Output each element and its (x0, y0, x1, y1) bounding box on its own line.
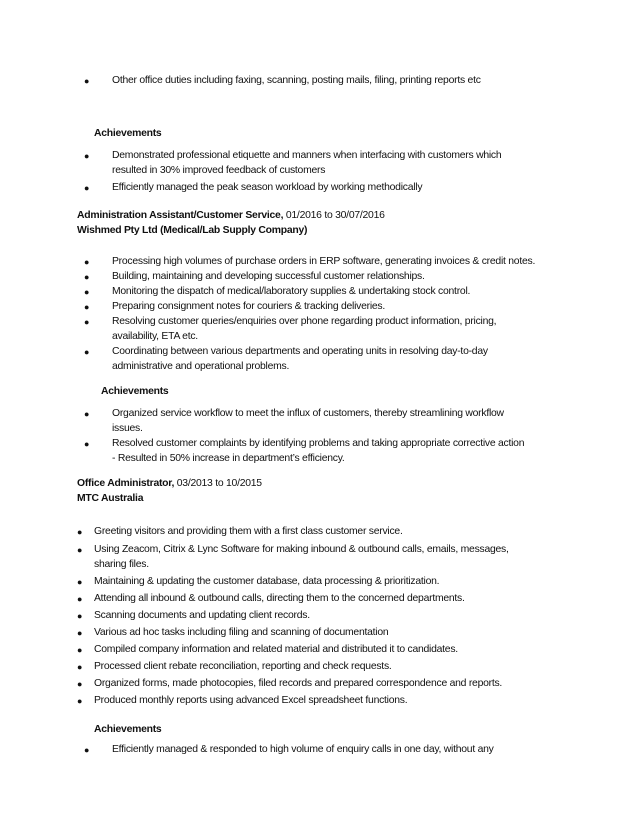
company-name: MTC Australia (77, 493, 144, 504)
achievement-item: Organized service workflow to meet the influx of customers, thereby streamlining workflow (112, 408, 504, 419)
bullet-icon: ● (84, 151, 90, 161)
bullet-icon: ● (84, 409, 90, 419)
bullet-icon: ● (84, 272, 90, 282)
bullet-icon: ● (84, 302, 90, 312)
job-title: Administration Assistant/Customer Service, (77, 210, 284, 221)
duty-item: Using Zeacom, Citrix & Lync Software for making inbound & outbound calls, emails, messages, (94, 544, 509, 555)
job-title-line (77, 477, 262, 491)
duty-item: Processed client rebate reconciliation, reporting and check requests. (94, 661, 392, 672)
duty-item: Scanning documents and updating client records. (94, 610, 310, 621)
achievement-item-cont: resulted in 30% improved feedback of customers (112, 165, 326, 176)
duty-item: Other office duties including faxing, scanning, posting mails, filing, printing reports etc (112, 75, 481, 86)
bullet-icon: ● (77, 628, 83, 638)
duty-item: Preparing consignment notes for couriers & tracking deliveries. (112, 301, 386, 312)
bullet-icon: ● (84, 317, 90, 327)
duty-item-cont: availability, ETA etc. (112, 331, 198, 342)
job-title-line (77, 209, 385, 223)
bullet-icon: ● (77, 577, 83, 587)
duty-item-cont: sharing files. (94, 559, 149, 570)
bullet-icon: ● (77, 527, 83, 537)
achievement-item-cont: issues. (112, 423, 143, 434)
company-name: Wishmed Pty Ltd (Medical/Lab Supply Company) (77, 225, 308, 236)
duty-item: Resolving customer queries/enquiries over phone regarding product information, pricing, (112, 316, 497, 327)
achievement-item: Efficiently managed the peak season workload by working methodically (112, 182, 423, 193)
bullet-icon: ● (84, 287, 90, 297)
bullet-icon: ● (77, 594, 83, 604)
achievement-item: Resolved customer complaints by identifying problems and taking appropriate corrective action (112, 438, 525, 449)
duty-item: Coordinating between various departments and operating units in resolving day-to-day (112, 346, 488, 357)
duty-item: Greeting visitors and providing them with a first class customer service. (94, 526, 403, 537)
achievements-heading: Achievements (101, 386, 169, 397)
job-title: Office Administrator, (77, 478, 175, 489)
job-dates: 03/2013 to 10/2015 (174, 478, 262, 489)
duty-item: Maintaining & updating the customer database, data processing & prioritization. (94, 576, 440, 587)
bullet-icon: ● (84, 347, 90, 357)
bullet-icon: ● (84, 257, 90, 267)
achievement-item: Efficiently managed & responded to high volume of enquiry calls in one day, without any (112, 744, 494, 755)
achievement-item-cont: - Resulted in 50% increase in department’s efficiency. (112, 453, 345, 464)
bullet-icon: ● (77, 679, 83, 689)
duty-item: Compiled company information and related material and distributed it to candidates. (94, 644, 458, 655)
duty-item: Building, maintaining and developing successful customer relationships. (112, 271, 425, 282)
duty-item: Attending all inbound & outbound calls, directing them to the concerned departments. (94, 593, 465, 604)
achievement-item: Demonstrated professional etiquette and manners when interfacing with customers which (112, 150, 502, 161)
bullet-icon: ● (84, 439, 90, 449)
bullet-icon: ● (77, 662, 83, 672)
bullet-icon: ● (77, 545, 83, 555)
job-dates: 01/2016 to 30/07/2016 (283, 210, 385, 221)
bullet-icon: ● (84, 745, 90, 755)
duty-item: Produced monthly reports using advanced Excel spreadsheet functions. (94, 695, 408, 706)
bullet-icon: ● (77, 611, 83, 621)
bullet-icon: ● (84, 76, 90, 86)
duty-item: Various ad hoc tasks including filing and scanning of documentation (94, 627, 389, 638)
bullet-icon: ● (77, 696, 83, 706)
bullet-icon: ● (77, 645, 83, 655)
duty-item: Processing high volumes of purchase orders in ERP software, generating invoices & credit notes. (112, 256, 536, 267)
duty-item: Organized forms, made photocopies, filed records and prepared correspondence and reports. (94, 678, 503, 689)
bullet-icon: ● (84, 183, 90, 193)
achievements-heading: Achievements (94, 128, 162, 139)
achievements-heading: Achievements (94, 724, 162, 735)
duty-item-cont: administrative and operational problems. (112, 361, 290, 372)
duty-item: Monitoring the dispatch of medical/laboratory supplies & undertaking stock control. (112, 286, 471, 297)
